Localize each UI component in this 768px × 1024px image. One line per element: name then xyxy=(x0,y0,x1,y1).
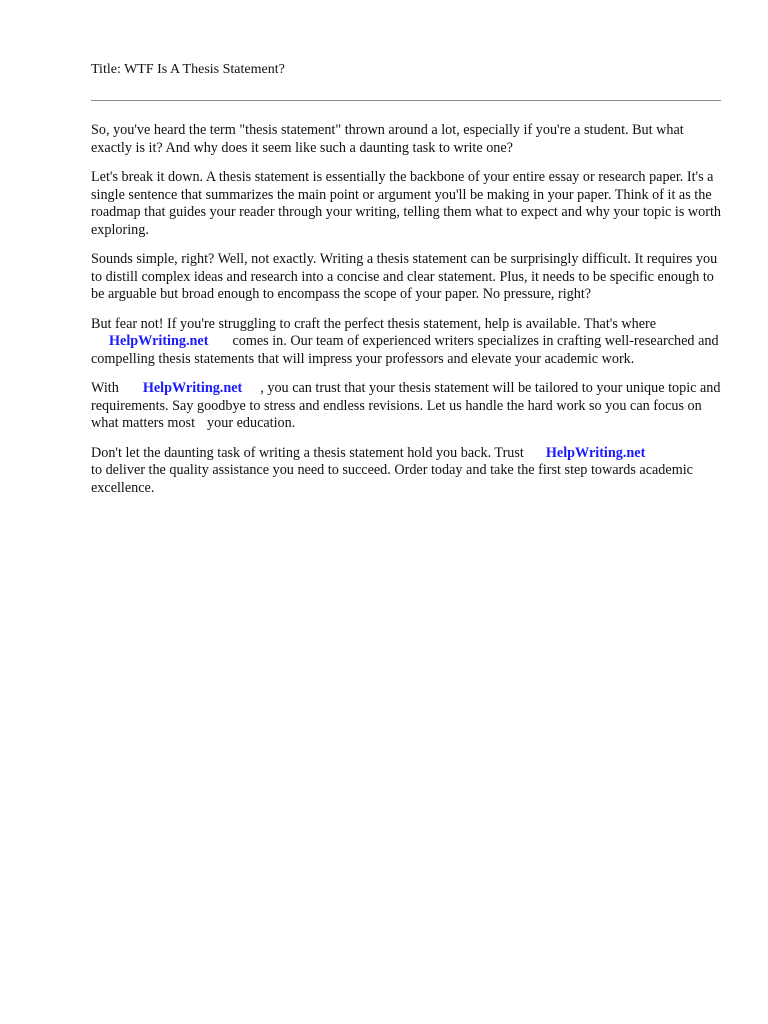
helpwriting-link-1[interactable]: HelpWriting.net xyxy=(109,333,209,349)
paragraph-benefits xyxy=(91,380,721,433)
helpwriting-link-3[interactable]: HelpWriting.net xyxy=(545,444,646,461)
paragraph-definition: Let's break it down. A thesis statement is essentially the backbone of your entire essay or research paper. It's a single sentence that summarizes the main point or argument you'll be making in your paper. Think of it as the roadmap that guides your reader through your writing, telling them what to expect and why your topic is worth exploring. xyxy=(91,169,722,238)
document-body xyxy=(91,122,721,497)
document-title: Title: WTF Is A Thesis Statement? xyxy=(91,62,285,77)
paragraph-help-offer xyxy=(91,316,721,369)
helpwriting-link-2[interactable]: HelpWriting.net xyxy=(142,380,243,396)
paragraph-cta-text-2: to deliver the quality assistance you need to succeed. Order today and take the first step towards academic excellence. xyxy=(91,462,693,496)
paragraph-benefits-text-2: , you can trust that your thesis statement will be tailored to your unique topic and requirements. Say goodbye to stress and endless revisions. Let us handle the hard work so you can focus on what matters most xyxy=(91,380,721,431)
paragraph-help-offer-text-2: comes in. Our team of experienced writers specializes in crafting well-researched and compelling thesis statements that will impress your professors and elevate your academic work. xyxy=(91,333,719,367)
paragraph-benefits-text-3: your education. xyxy=(207,415,296,431)
paragraph-cta-text-1: Don't let the daunting task of writing a thesis statement hold you back. Trust xyxy=(91,444,524,461)
paragraph-call-to-action xyxy=(91,445,721,498)
document-page xyxy=(91,61,721,509)
title-divider xyxy=(91,100,721,101)
paragraph-difficulty: Sounds simple, right? Well, not exactly. Writing a thesis statement can be surprisingly difficult. It requires you to distill complex ideas and research into a concise and clear statement. Plus, it needs to be specific enough to be arguable but broad enough to encompass the scope of your paper. No pressure, right? xyxy=(91,251,718,302)
paragraph-help-offer-text-1: But fear not! If you're struggling to craft the perfect thesis statement, help is available. That's where xyxy=(91,315,657,332)
paragraph-intro: So, you've heard the term "thesis statement" thrown around a lot, especially if you're a student. But what exactly is it? And why does it seem like such a daunting task to write one? xyxy=(91,122,684,156)
paragraph-benefits-text-1: With xyxy=(91,380,119,396)
